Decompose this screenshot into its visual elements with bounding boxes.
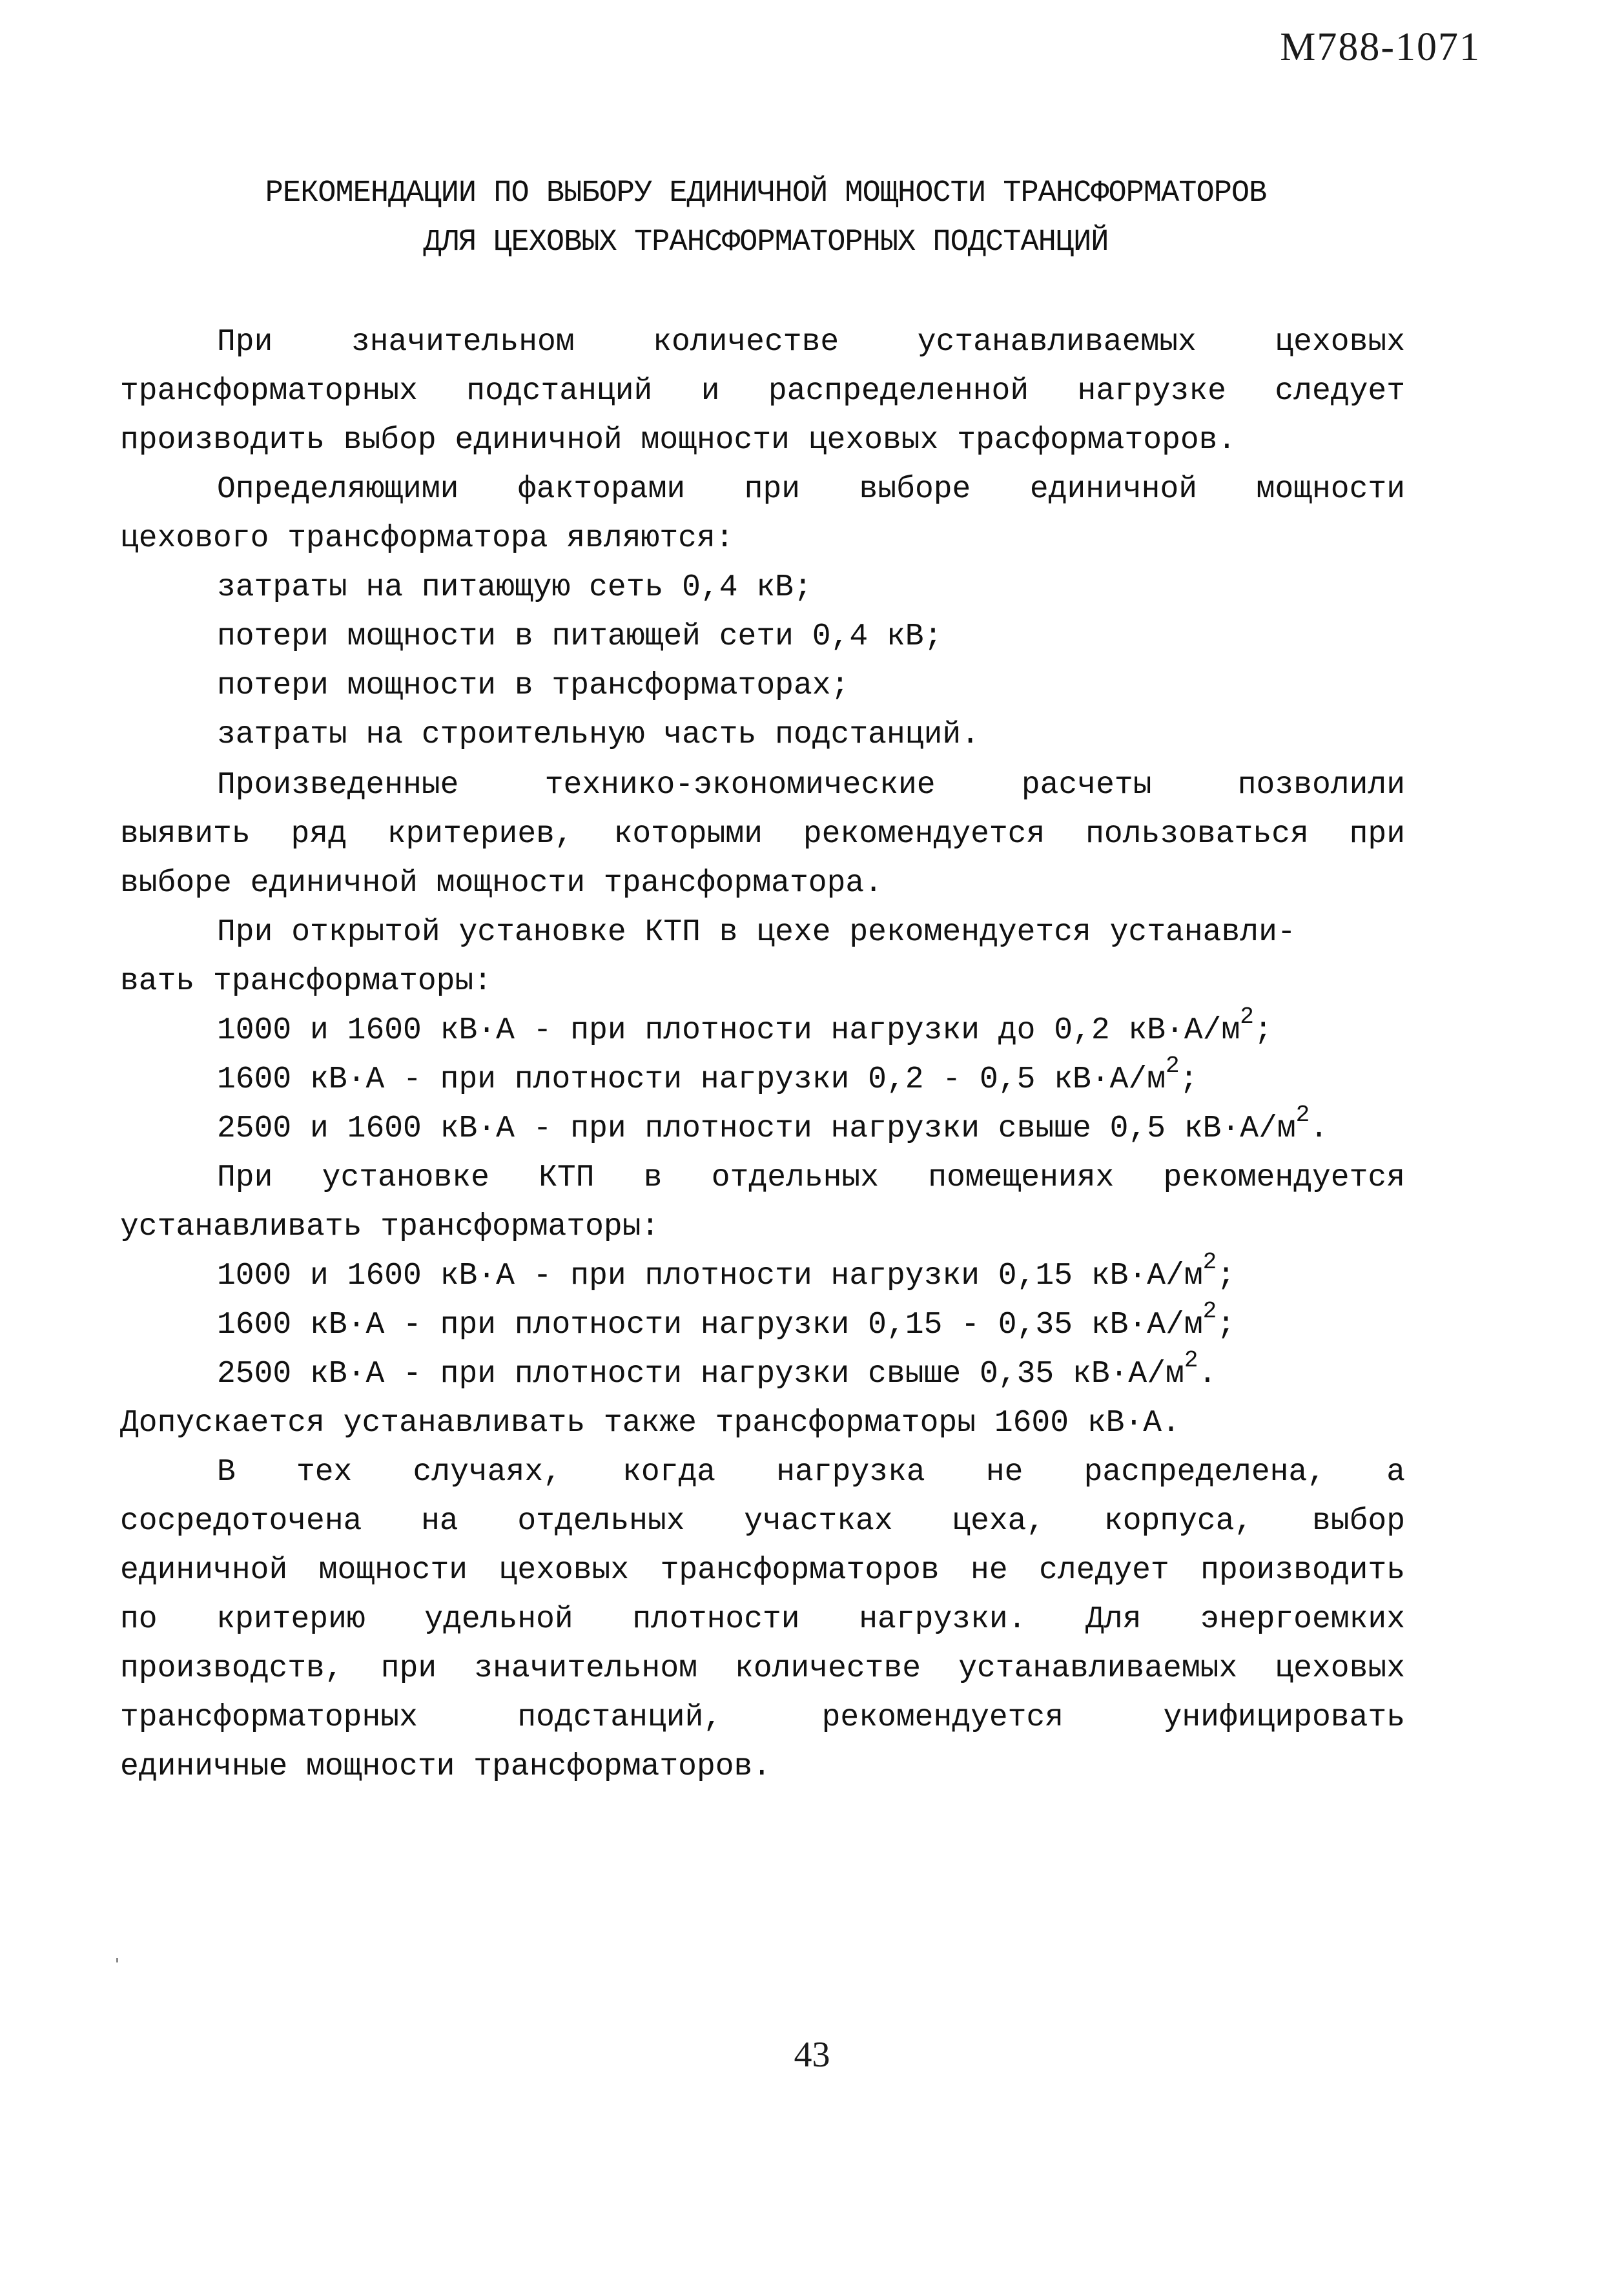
item-end: . [1310, 1111, 1329, 1146]
paragraph-7-line-4: по критерию удельной плотности нагрузки. Для энергоемких [120, 1602, 1405, 1637]
item-end: ; [1179, 1062, 1198, 1097]
paragraph-1-line-3: производить выбор единичной мощности цеховых трасформаторов. [120, 423, 1237, 458]
item-text: 1600 кВ·А - при плотности нагрузки 0,2 - 0,5 кВ·А/м [217, 1062, 1166, 1097]
paragraph-2-line-1: Определяющими факторами при выборе единичной мощности [217, 472, 1405, 507]
page-number: 43 [794, 2035, 830, 2075]
superscript: 2 [1166, 1053, 1180, 1079]
paragraph-3-line-3: выборе единичной мощности трансформатора. [120, 866, 883, 901]
superscript: 2 [1202, 1298, 1217, 1324]
room-install-item [217, 1347, 1405, 1394]
paragraph-1-line-1: При значительном количестве устанавливаемых цеховых [217, 325, 1405, 360]
superscript: 2 [1202, 1249, 1217, 1275]
item-end: ; [1217, 1308, 1236, 1343]
superscript: 2 [1240, 1004, 1254, 1030]
item-end: . [1198, 1357, 1217, 1392]
paragraph-7-line-1: В тех случаях, когда нагрузка не распределена, а [217, 1455, 1405, 1490]
paragraph-4-line-2: вать трансформаторы: [120, 964, 493, 999]
item-text: 1000 и 1600 кВ·А - при плотности нагрузки 0,15 кВ·А/м [217, 1259, 1203, 1293]
paragraph-7-line-5: производств, при значительном количестве устанавливаемых цеховых [120, 1651, 1405, 1686]
factor-item: затраты на питающую сеть 0,4 кВ; [217, 570, 812, 605]
item-end: ; [1217, 1259, 1236, 1293]
document-code: М788-1071 [1280, 25, 1481, 69]
open-install-item [217, 1004, 1405, 1050]
paragraph-7-line-7: единичные мощности трансформаторов. [120, 1749, 772, 1784]
paragraph-6: Допускается устанавливать также трансформаторы 1600 кВ·А. [120, 1406, 1180, 1441]
superscript: 2 [1184, 1347, 1198, 1374]
factor-item: затраты на строительную часть подстанций. [217, 717, 980, 752]
paragraph-7-line-3: единичной мощности цеховых трансформаторов не следует производить [120, 1553, 1405, 1588]
paragraph-5-line-1: При установке КТП в отдельных помещениях рекомендуется [217, 1160, 1405, 1195]
item-end: ; [1253, 1013, 1273, 1048]
title-line-2: ДЛЯ ЦЕХОВЫХ ТРАНСФОРМАТОРНЫХ ПОДСТАНЦИЙ [423, 225, 1109, 260]
factor-item: потери мощности в трансформаторах; [217, 668, 850, 703]
paragraph-3-line-1: Произведенные технико-экономические расчеты позволили [217, 768, 1405, 803]
room-install-item [217, 1249, 1405, 1295]
item-text: 1000 и 1600 кВ·А - при плотности нагрузки до 0,2 кВ·А/м [217, 1013, 1240, 1048]
paragraph-7-line-2: сосредоточена на отдельных участках цеха, корпуса, выбор [120, 1504, 1405, 1539]
paragraph-4-line-1: При открытой установке КТП в цехе рекомендуется устанавли- [217, 915, 1296, 950]
paragraph-3-line-2: выявить ряд критериев, которыми рекомендуется пользоваться при [120, 817, 1405, 852]
open-install-item [217, 1053, 1405, 1099]
item-text: 2500 и 1600 кВ·А - при плотности нагрузки свыше 0,5 кВ·А/м [217, 1111, 1296, 1146]
factor-item: потери мощности в питающей сети 0,4 кВ; [217, 619, 943, 654]
item-text: 2500 кВ·А - при плотности нагрузки свыше 0,35 кВ·А/м [217, 1357, 1184, 1392]
title-line-1: РЕКОМЕНДАЦИИ ПО ВЫБОРУ ЕДИНИЧНОЙ МОЩНОСТИ ТРАНСФОРМАТОРОВ [265, 176, 1267, 211]
paragraph-2-line-2: цехового трансформатора являются: [120, 521, 734, 556]
superscript: 2 [1295, 1102, 1310, 1128]
room-install-item [217, 1298, 1405, 1344]
open-install-item [217, 1102, 1405, 1148]
paragraph-7-line-6: трансформаторных подстанций, рекомендуется унифицировать [120, 1700, 1405, 1735]
item-text: 1600 кВ·А - при плотности нагрузки 0,15 - 0,35 кВ·А/м [217, 1308, 1203, 1343]
scan-speck [116, 1958, 118, 1962]
paragraph-1-line-2: трансформаторных подстанций и распределенной нагрузке следует [120, 374, 1405, 409]
paragraph-5-line-2: устанавливать трансформаторы: [120, 1210, 660, 1244]
